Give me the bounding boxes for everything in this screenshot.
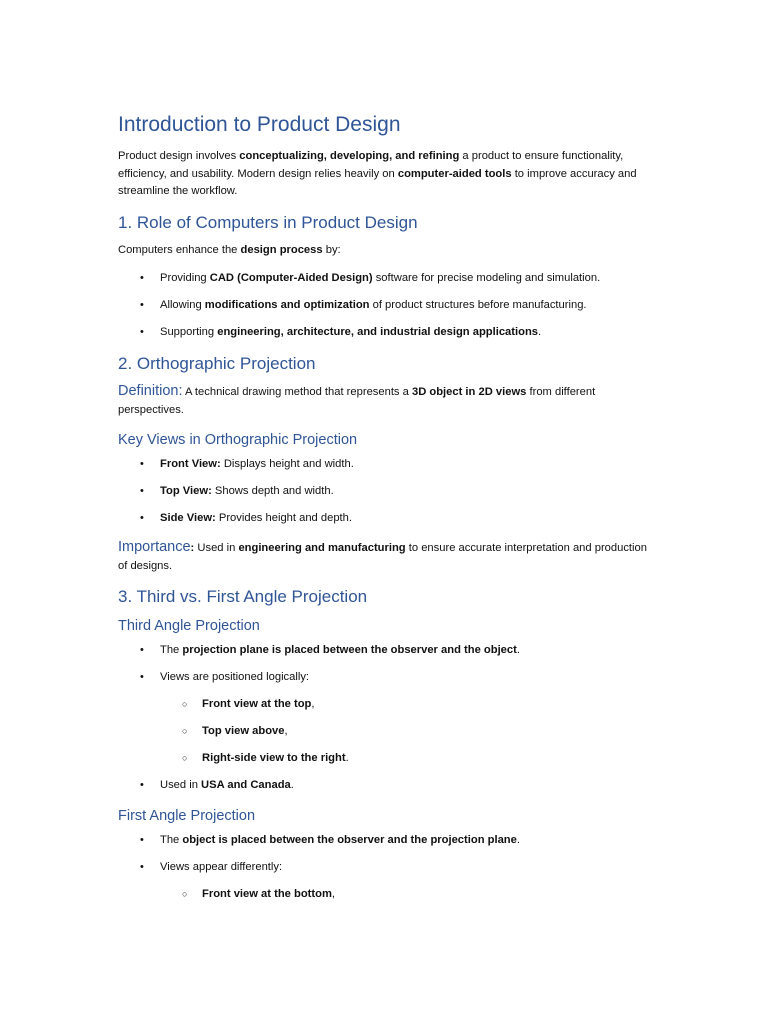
item-bold: Top View: — [160, 485, 212, 497]
item-text: , — [284, 725, 288, 737]
section-2-heading: 2. Orthographic Projection — [118, 354, 316, 373]
list-item — [118, 297, 658, 314]
sub-list-item — [160, 750, 658, 767]
importance-bold: engineering and manufacturing — [238, 542, 406, 554]
lead-text-end: by: — [322, 243, 341, 256]
importance-text-end: to ensure accurate interpretation and production of designs. — [118, 542, 647, 572]
item-bold: object is placed between the observer and the projection plane — [182, 834, 517, 846]
list-item — [118, 456, 658, 473]
item-bold: Front view at the bottom — [202, 888, 332, 900]
item-text: , — [331, 888, 336, 900]
list-item — [118, 510, 658, 527]
first-angle-sublist — [160, 886, 658, 903]
definition-bold: 3D object in 2D views — [411, 386, 527, 398]
intro-bold-1: conceptualizing, developing, and refining — [239, 150, 460, 162]
sub-list-item — [160, 886, 658, 903]
intro-paragraph — [118, 148, 658, 201]
section-1-list — [118, 270, 658, 341]
first-angle-heading: First Angle Projection — [118, 808, 256, 824]
section-3-heading: 3. Third vs. First Angle Projection — [118, 587, 368, 606]
item-text: The — [160, 834, 183, 846]
page-title: Introduction to Product Design — [118, 113, 401, 136]
item-text: . — [345, 752, 349, 764]
item-text: Supporting — [160, 326, 218, 338]
importance-text: Used in — [194, 542, 239, 554]
item-text-end: . — [516, 834, 520, 846]
item-bold: USA and Canada — [201, 779, 291, 791]
item-text-end: . — [538, 326, 542, 338]
item-text: Providing — [160, 272, 210, 284]
sub-list-item — [160, 723, 658, 740]
item-bold: Side View: — [160, 512, 216, 524]
definition-paragraph — [118, 383, 658, 419]
definition-label: Definition: — [118, 383, 183, 399]
item-bold: Top view above — [202, 725, 285, 737]
section-1-lead — [118, 242, 658, 260]
intro-bold-2: computer-aided tools — [397, 167, 512, 180]
item-text: The — [160, 644, 183, 656]
importance-label: Importance — [118, 539, 191, 555]
third-angle-sublist — [160, 696, 658, 767]
item-bold: modifications and optimization — [204, 299, 370, 311]
importance-paragraph — [118, 539, 658, 575]
item-bold: Front View: — [160, 458, 221, 470]
list-item — [118, 832, 658, 849]
list-item — [118, 483, 658, 500]
item-text: Used in — [160, 779, 202, 791]
intro-text-3: to improve accuracy and streamline the workflow. — [118, 167, 637, 197]
list-item — [118, 777, 658, 794]
document-body — [118, 112, 658, 915]
list-item — [118, 859, 658, 903]
item-bold: projection plane is placed between the observer and the object — [182, 644, 517, 656]
item-text-end: . — [290, 779, 294, 791]
item-text: Displays height and width. — [220, 458, 354, 470]
third-angle-list — [118, 642, 658, 794]
lead-text: Computers enhance the — [118, 243, 241, 256]
sub-list-item — [160, 696, 658, 713]
first-angle-list — [118, 832, 658, 903]
list-item — [118, 642, 658, 659]
intro-text-1: Product design involves — [118, 150, 240, 162]
item-bold: engineering, architecture, and industrial design applications — [217, 326, 539, 338]
item-text-end: software for precise modeling and simulation. — [372, 272, 601, 284]
third-angle-heading: Third Angle Projection — [118, 618, 260, 634]
item-text: Shows depth and width. — [211, 485, 334, 497]
importance-colon: : — [190, 542, 195, 554]
item-text: , — [311, 698, 315, 710]
item-bold: CAD (Computer-Aided Design) — [209, 272, 373, 284]
item-text: Views appear differently: — [160, 861, 283, 873]
item-text-end: . — [516, 644, 520, 656]
list-item — [118, 324, 658, 341]
definition-text: A technical drawing method that represents a — [182, 386, 412, 398]
item-bold: Right-side view to the right — [202, 752, 346, 764]
lead-bold: design process — [240, 243, 323, 256]
item-text: Allowing — [160, 299, 205, 311]
section-1-heading: 1. Role of Computers in Product Design — [118, 212, 418, 232]
item-bold: Front view at the top — [202, 698, 312, 710]
item-text-end: of product structures before manufacturing. — [369, 299, 587, 311]
item-text: Provides height and depth. — [215, 512, 352, 524]
intro-text-2: a product to ensure functionality, efficiency, and usability. Modern design relies heavily on — [118, 150, 624, 180]
definition-text-end: from different perspectives. — [118, 386, 596, 416]
key-views-heading: Key Views in Orthographic Projection — [118, 432, 358, 448]
list-item — [118, 669, 658, 767]
list-item — [118, 270, 658, 287]
item-text: Views are positioned logically: — [160, 671, 310, 683]
key-views-list — [118, 456, 658, 527]
